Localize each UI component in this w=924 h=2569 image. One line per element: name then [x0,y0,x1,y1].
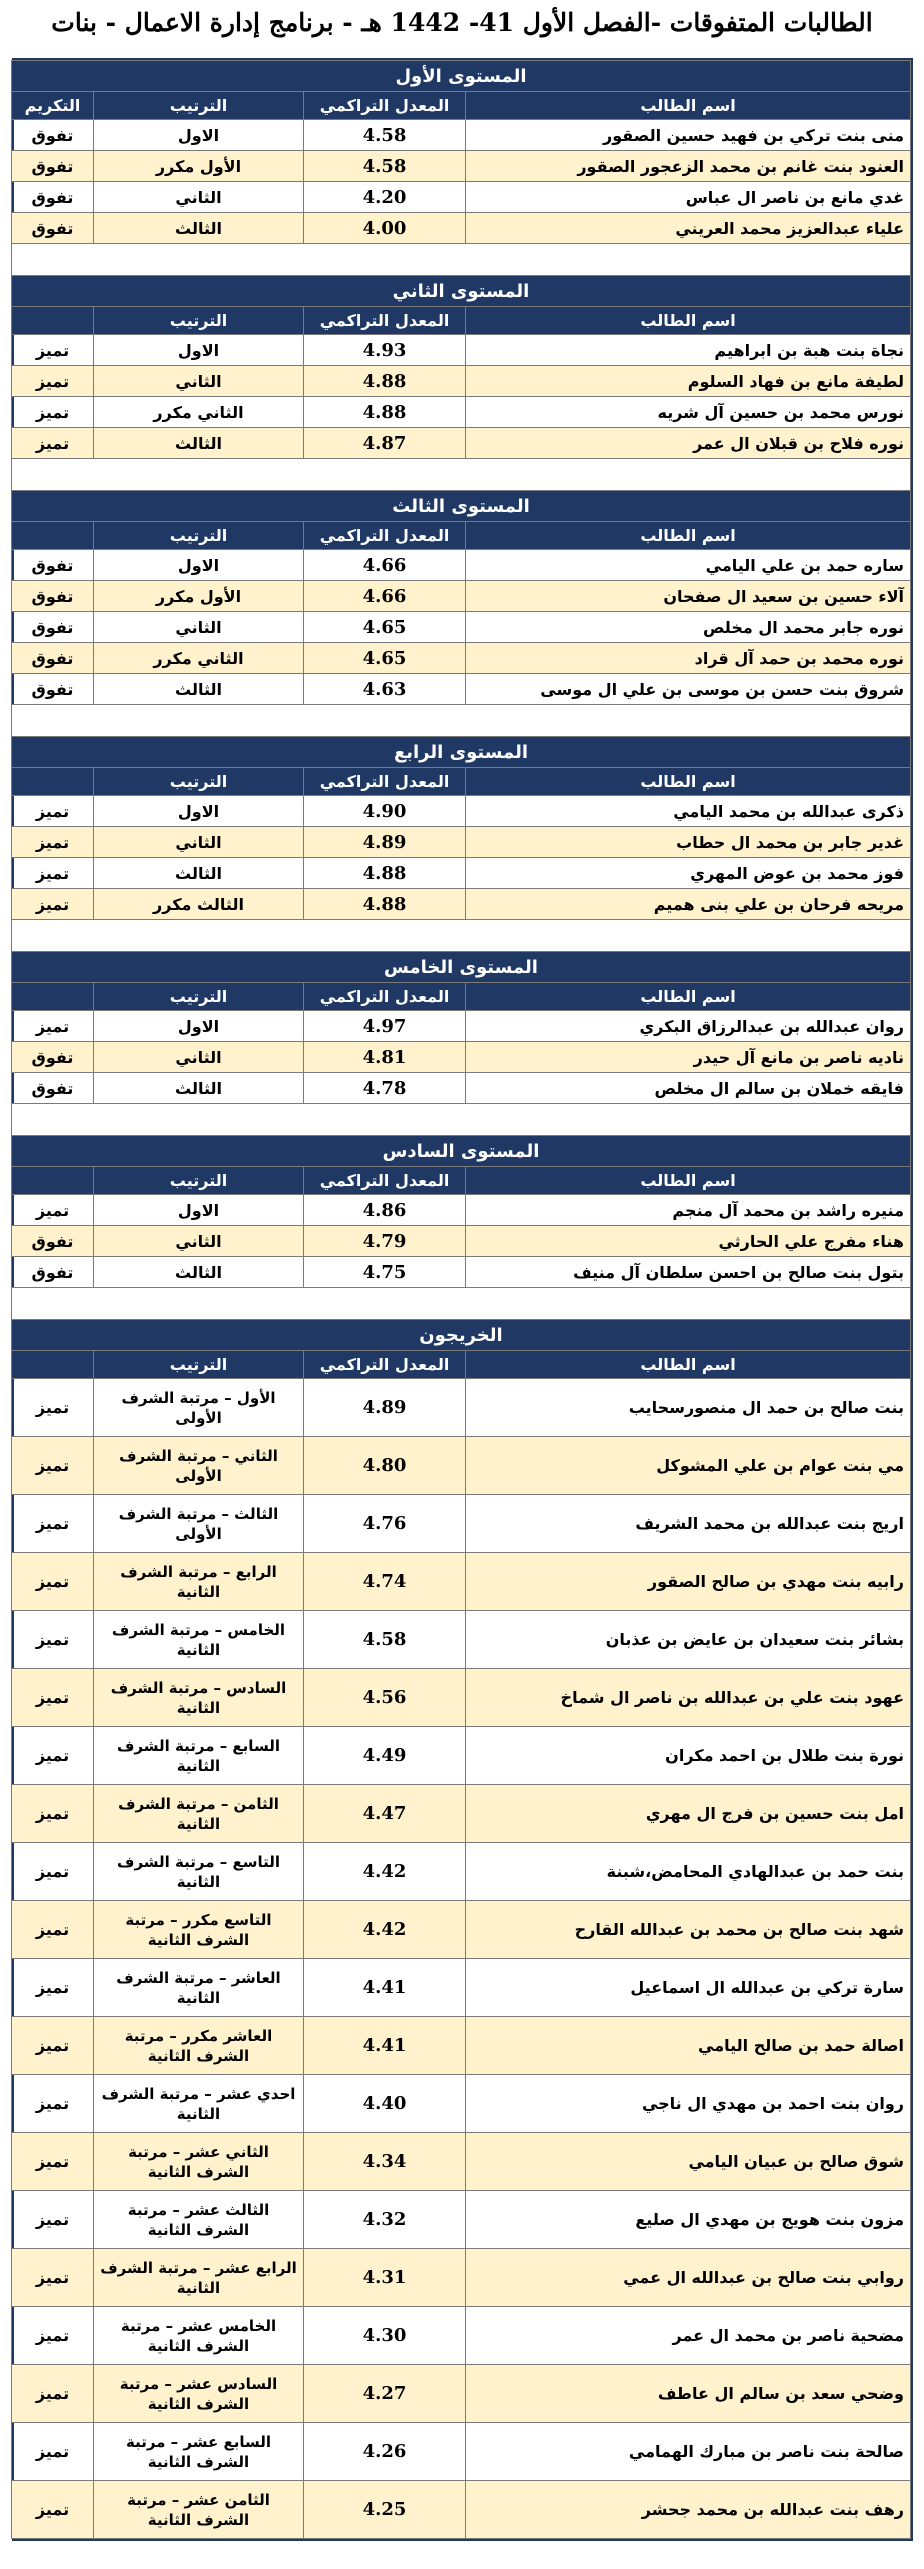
level-header-row [11,952,910,983]
student-row [11,674,910,705]
student-rank: التاسع مكرر – مرتبة الشرف الثانية [94,1901,304,1959]
col-header-honor: التكريم [11,92,93,120]
student-rank: الثالث [94,1073,304,1104]
student-row [11,397,910,428]
col-header-rank: الترتيب [94,983,304,1011]
level-header-row [11,737,910,768]
student-name: نوره فلاح بن قبلان ال عمر [466,428,911,459]
student-gpa: 4.93 [304,335,466,366]
student-rank: الاول [94,335,304,366]
student-gpa: 4.79 [304,1226,466,1257]
student-honor: تفوق [11,213,93,244]
student-honor: تميز [11,1669,93,1727]
student-name: رابيه بنت مهدي بن صالح الصقور [466,1553,911,1611]
student-gpa: 4.89 [304,827,466,858]
student-name: بشائر بنت سعيدان بن عايض بن عذبان [466,1611,911,1669]
student-row [11,151,910,182]
level-title: المستوى الخامس [11,952,910,983]
section-spacer [11,1104,910,1136]
student-name: رهف بنت عبدالله بن محمد جحشر [466,2481,911,2539]
student-name: مريحه فرحان بن علي بنى هميم [466,889,911,920]
student-gpa: 4.88 [304,858,466,889]
student-gpa: 4.20 [304,182,466,213]
col-header-name: اسم الطالب [466,92,911,120]
student-rank: التاسع – مرتبة الشرف الثانية [94,1843,304,1901]
student-name: فوز محمد بن عوض المهري [466,858,911,889]
student-row [11,2191,910,2249]
student-name: بنت حمد بن عبدالهادي المحامض،شبنة [466,1843,911,1901]
student-honor: تميز [11,2133,93,2191]
student-honor: تميز [11,1495,93,1553]
student-name: اصالة حمد بن صالح اليامي [466,2017,911,2075]
col-header-rank: الترتيب [94,1167,304,1195]
student-honor: تميز [11,2017,93,2075]
student-name: روان بنت احمد بن مهدي ال ناجي [466,2075,911,2133]
student-honor: تميز [11,1553,93,1611]
student-rank: الثامن – مرتبة الشرف الثانية [94,1785,304,1843]
student-name: ساره حمد بن علي اليامي [466,550,911,581]
student-row [11,2249,910,2307]
student-row [11,889,910,920]
col-header-rank: الترتيب [94,92,304,120]
student-row [11,1959,910,2017]
student-rank: الثالث [94,428,304,459]
section-spacer [11,1288,910,1320]
student-name: صالحة بنت ناصر بن مبارك الهمامي [466,2423,911,2481]
student-rank: العاشر – مرتبة الشرف الثانية [94,1959,304,2017]
student-rank: الاول [94,120,304,151]
column-header-row [11,307,910,335]
spacer-cell [11,244,910,276]
student-rank: الثاني – مرتبة الشرف الأولى [94,1437,304,1495]
honors-table-body [11,61,910,2539]
col-header-honor [11,307,93,335]
level-header-row [11,1320,910,1351]
student-name: آلاء حسين بن سعيد ال صفحان [466,581,911,612]
student-gpa: 4.88 [304,889,466,920]
student-rank: الثاني [94,366,304,397]
level-header-row [11,61,910,92]
student-row [11,1011,910,1042]
student-name: فايقه خملان بن سالم ال مخلص [466,1073,911,1104]
student-name: نوره محمد بن حمد آل قراد [466,643,911,674]
column-header-row [11,1351,910,1379]
student-rank: الثالث مكرر [94,889,304,920]
col-header-rank: الترتيب [94,768,304,796]
student-row [11,120,910,151]
col-header-honor [11,1351,93,1379]
student-name: روابي بنت صالح بن عبدالله ال عمي [466,2249,911,2307]
student-rank: الخامس عشر – مرتبة الشرف الثانية [94,2307,304,2365]
student-name: بنت صالح بن حمد ال منصورسحايب [466,1379,911,1437]
student-gpa: 4.63 [304,674,466,705]
student-gpa: 4.42 [304,1901,466,1959]
student-row [11,1901,910,1959]
student-rank: العاشر مكرر – مرتبة الشرف الثانية [94,2017,304,2075]
student-rank: الثاني [94,182,304,213]
student-row [11,612,910,643]
student-honor: تميز [11,1437,93,1495]
student-honor: تفوق [11,581,93,612]
student-rank: الثاني [94,1226,304,1257]
student-name: وضحي سعد بن سالم ال عاطف [466,2365,911,2423]
col-header-rank: الترتيب [94,1351,304,1379]
student-gpa: 4.25 [304,2481,466,2539]
student-name: نوره جابر محمد ال مخلص [466,612,911,643]
student-row [11,2307,910,2365]
student-name: شهد بنت صالح بن محمد بن عبدالله القارح [466,1901,911,1959]
col-header-name: اسم الطالب [466,1351,911,1379]
student-gpa: 4.58 [304,1611,466,1669]
student-rank: الثاني مكرر [94,643,304,674]
student-rank: الثالث عشر – مرتبة الشرف الثانية [94,2191,304,2249]
student-honor: تفوق [11,1226,93,1257]
student-gpa: 4.31 [304,2249,466,2307]
student-name: منيره راشد بن محمد آل منجم [466,1195,911,1226]
honors-table-frame [12,58,913,2541]
student-name: عهود بنت علي بن عبدالله بن ناصر ال شماخ [466,1669,911,1727]
student-row [11,2423,910,2481]
student-rank: السادس عشر – مرتبة الشرف الثانية [94,2365,304,2423]
col-header-gpa: المعدل التراكمي [304,522,466,550]
student-name: نورس محمد بن حسين آل شريه [466,397,911,428]
level-title: المستوى الثالث [11,491,910,522]
student-gpa: 4.32 [304,2191,466,2249]
student-row [11,1495,910,1553]
level-title: المستوى الرابع [11,737,910,768]
student-honor: تميز [11,2307,93,2365]
student-honor: تميز [11,2481,93,2539]
student-gpa: 4.65 [304,612,466,643]
student-gpa: 4.74 [304,1553,466,1611]
student-rank: الثالث [94,858,304,889]
student-row [11,643,910,674]
student-honor: تميز [11,1843,93,1901]
student-honor: تميز [11,1959,93,2017]
level-header-row [11,1136,910,1167]
student-rank: السابع – مرتبة الشرف الثانية [94,1727,304,1785]
student-rank: الأول – مرتبة الشرف الأولى [94,1379,304,1437]
student-rank: السادس – مرتبة الشرف الثانية [94,1669,304,1727]
column-header-row [11,1167,910,1195]
student-name: امل بنت حسين بن فرج ال مهري [466,1785,911,1843]
student-honor: تفوق [11,1257,93,1288]
col-header-gpa: المعدل التراكمي [304,307,466,335]
student-gpa: 4.87 [304,428,466,459]
section-spacer [11,459,910,491]
student-honor: تميز [11,1011,93,1042]
student-honor: تفوق [11,182,93,213]
student-row [11,1073,910,1104]
student-rank: الثالث [94,1257,304,1288]
student-name: روان عبدالله بن عبدالرزاق البكري [466,1011,911,1042]
spacer-cell [11,705,910,737]
student-row [11,1553,910,1611]
col-header-name: اسم الطالب [466,768,911,796]
student-gpa: 4.65 [304,643,466,674]
student-rank: الخامس – مرتبة الشرف الثانية [94,1611,304,1669]
student-name: مضحية ناصر بن محمد ال عمر [466,2307,911,2365]
student-honor: تفوق [11,612,93,643]
honors-table [11,60,911,2539]
student-gpa: 4.34 [304,2133,466,2191]
student-honor: تميز [11,889,93,920]
section-spacer [11,244,910,276]
student-gpa: 4.66 [304,581,466,612]
col-header-honor [11,1167,93,1195]
student-honor: تميز [11,2249,93,2307]
spacer-cell [11,1288,910,1320]
student-row [11,213,910,244]
student-row [11,335,910,366]
level-title: المستوى الأول [11,61,910,92]
student-name: شوق صالح بن عبيان اليامي [466,2133,911,2191]
student-honor: تميز [11,1785,93,1843]
student-row [11,1042,910,1073]
student-rank: الثاني مكرر [94,397,304,428]
spacer-cell [11,459,910,491]
student-name: ناديه ناصر بن مانع آل حيدر [466,1042,911,1073]
student-honor: تميز [11,1901,93,1959]
student-row [11,428,910,459]
student-rank: الثامن عشر – مرتبة الشرف الثانية [94,2481,304,2539]
student-honor: تميز [11,858,93,889]
section-spacer [11,920,910,952]
student-rank: الاول [94,550,304,581]
student-row [11,827,910,858]
student-row [11,858,910,889]
student-name: هناء مفرج علي الحارثي [466,1226,911,1257]
student-row [11,182,910,213]
student-row [11,2017,910,2075]
student-honor: تميز [11,796,93,827]
col-header-honor [11,522,93,550]
column-header-row [11,522,910,550]
student-gpa: 4.41 [304,1959,466,2017]
student-name: غدي مانع بن ناصر ال عباس [466,182,911,213]
col-header-gpa: المعدل التراكمي [304,983,466,1011]
student-row [11,1226,910,1257]
level-header-row [11,491,910,522]
student-name: مزون بنت هويج بن مهدي ال صليع [466,2191,911,2249]
student-name: شروق بنت حسن بن موسى بن علي ال موسى [466,674,911,705]
student-name: ذكرى عبدالله بن محمد اليامي [466,796,911,827]
column-header-row [11,92,910,120]
student-gpa: 4.88 [304,366,466,397]
student-gpa: 4.27 [304,2365,466,2423]
student-gpa: 4.76 [304,1495,466,1553]
student-honor: تفوق [11,550,93,581]
student-honor: تفوق [11,674,93,705]
student-rank: الرابع عشر – مرتبة الشرف الثانية [94,2249,304,2307]
col-header-name: اسم الطالب [466,522,911,550]
student-honor: تميز [11,827,93,858]
column-header-row [11,768,910,796]
student-honor: تميز [11,1379,93,1437]
student-gpa: 4.58 [304,151,466,182]
col-header-rank: الترتيب [94,307,304,335]
student-gpa: 4.47 [304,1785,466,1843]
col-header-gpa: المعدل التراكمي [304,768,466,796]
student-gpa: 4.40 [304,2075,466,2133]
student-row [11,2365,910,2423]
col-header-name: اسم الطالب [466,307,911,335]
student-name: العنود بنت غانم بن محمد الزعجور الصقور [466,151,911,182]
spacer-cell [11,920,910,952]
student-rank: الاول [94,1195,304,1226]
student-rank: الاول [94,1011,304,1042]
student-honor: تفوق [11,151,93,182]
student-honor: تميز [11,2365,93,2423]
level-header-row [11,276,910,307]
student-rank: الثاني [94,612,304,643]
student-gpa: 4.75 [304,1257,466,1288]
student-gpa: 4.66 [304,550,466,581]
student-name: علياء عبدالعزيز محمد العريني [466,213,911,244]
student-name: منى بنت تركي بن فهيد حسين الصقور [466,120,911,151]
student-gpa: 4.81 [304,1042,466,1073]
student-row [11,1257,910,1288]
student-rank: السابع عشر – مرتبة الشرف الثانية [94,2423,304,2481]
column-header-row [11,983,910,1011]
student-honor: تميز [11,428,93,459]
spacer-cell [11,1104,910,1136]
col-header-gpa: المعدل التراكمي [304,1167,466,1195]
student-gpa: 4.90 [304,796,466,827]
student-row [11,1727,910,1785]
student-gpa: 4.41 [304,2017,466,2075]
student-rank: الرابع – مرتبة الشرف الثانية [94,1553,304,1611]
student-gpa: 4.78 [304,1073,466,1104]
student-row [11,581,910,612]
student-name: اريج بنت عبدالله بن محمد الشريف [466,1495,911,1553]
student-gpa: 4.88 [304,397,466,428]
student-row [11,1785,910,1843]
student-honor: تميز [11,2075,93,2133]
student-row [11,366,910,397]
student-row [11,1611,910,1669]
student-rank: الثاني [94,827,304,858]
student-rank: احدي عشر – مرتبة الشرف الثانية [94,2075,304,2133]
level-title: الخريجون [11,1320,910,1351]
student-row [11,550,910,581]
student-honor: تميز [11,1611,93,1669]
student-name: لطيفة مانع بن فهاد السلوم [466,366,911,397]
student-row [11,1669,910,1727]
student-honor: تميز [11,2191,93,2249]
student-name: نجاة بنت هبة بن ابراهيم [466,335,911,366]
col-header-name: اسم الطالب [466,1167,911,1195]
student-name: مي بنت عوام بن علي المشوكل [466,1437,911,1495]
student-row [11,2133,910,2191]
student-name: سارة تركي بن عبدالله ال اسماعيل [466,1959,911,2017]
student-honor: تميز [11,2423,93,2481]
section-spacer [11,705,910,737]
student-row [11,1437,910,1495]
student-gpa: 4.26 [304,2423,466,2481]
student-rank: الثالث [94,674,304,705]
student-row [11,1195,910,1226]
col-header-honor [11,983,93,1011]
student-row [11,2481,910,2539]
student-row [11,796,910,827]
student-gpa: 4.56 [304,1669,466,1727]
student-name: بتول بنت صالح بن احسن سلطان آل منيف [466,1257,911,1288]
student-rank: الثاني عشر – مرتبة الشرف الثانية [94,2133,304,2191]
col-header-gpa: المعدل التراكمي [304,1351,466,1379]
col-header-honor [11,768,93,796]
student-row [11,1379,910,1437]
student-name: غدير جابر بن محمد ال حطاب [466,827,911,858]
student-honor: تفوق [11,120,93,151]
student-honor: تفوق [11,1042,93,1073]
student-rank: الأول مكرر [94,151,304,182]
student-gpa: 4.80 [304,1437,466,1495]
level-title: المستوى الثاني [11,276,910,307]
student-gpa: 4.89 [304,1379,466,1437]
student-honor: تميز [11,366,93,397]
page-title: الطالبات المتفوقات -الفصل الأول 41- 1442 هـ - برنامج إدارة الاعمال - بنات [51,7,873,37]
student-rank: الثالث [94,213,304,244]
student-gpa: 4.58 [304,120,466,151]
level-title: المستوى السادس [11,1136,910,1167]
student-honor: تميز [11,1727,93,1785]
student-name: نورة بنت طلال بن احمد مكران [466,1727,911,1785]
student-rank: الاول [94,796,304,827]
student-honor: تفوق [11,643,93,674]
col-header-gpa: المعدل التراكمي [304,92,466,120]
col-header-rank: الترتيب [94,522,304,550]
student-rank: الأول مكرر [94,581,304,612]
student-rank: الثالث – مرتبة الشرف الأولى [94,1495,304,1553]
student-row [11,2075,910,2133]
student-honor: تميز [11,335,93,366]
student-honor: تميز [11,397,93,428]
student-gpa: 4.97 [304,1011,466,1042]
student-row [11,1843,910,1901]
student-gpa: 4.42 [304,1843,466,1901]
student-gpa: 4.30 [304,2307,466,2365]
student-gpa: 4.86 [304,1195,466,1226]
student-honor: تميز [11,1195,93,1226]
student-gpa: 4.49 [304,1727,466,1785]
student-honor: تفوق [11,1073,93,1104]
student-gpa: 4.00 [304,213,466,244]
student-rank: الثاني [94,1042,304,1073]
col-header-name: اسم الطالب [466,983,911,1011]
